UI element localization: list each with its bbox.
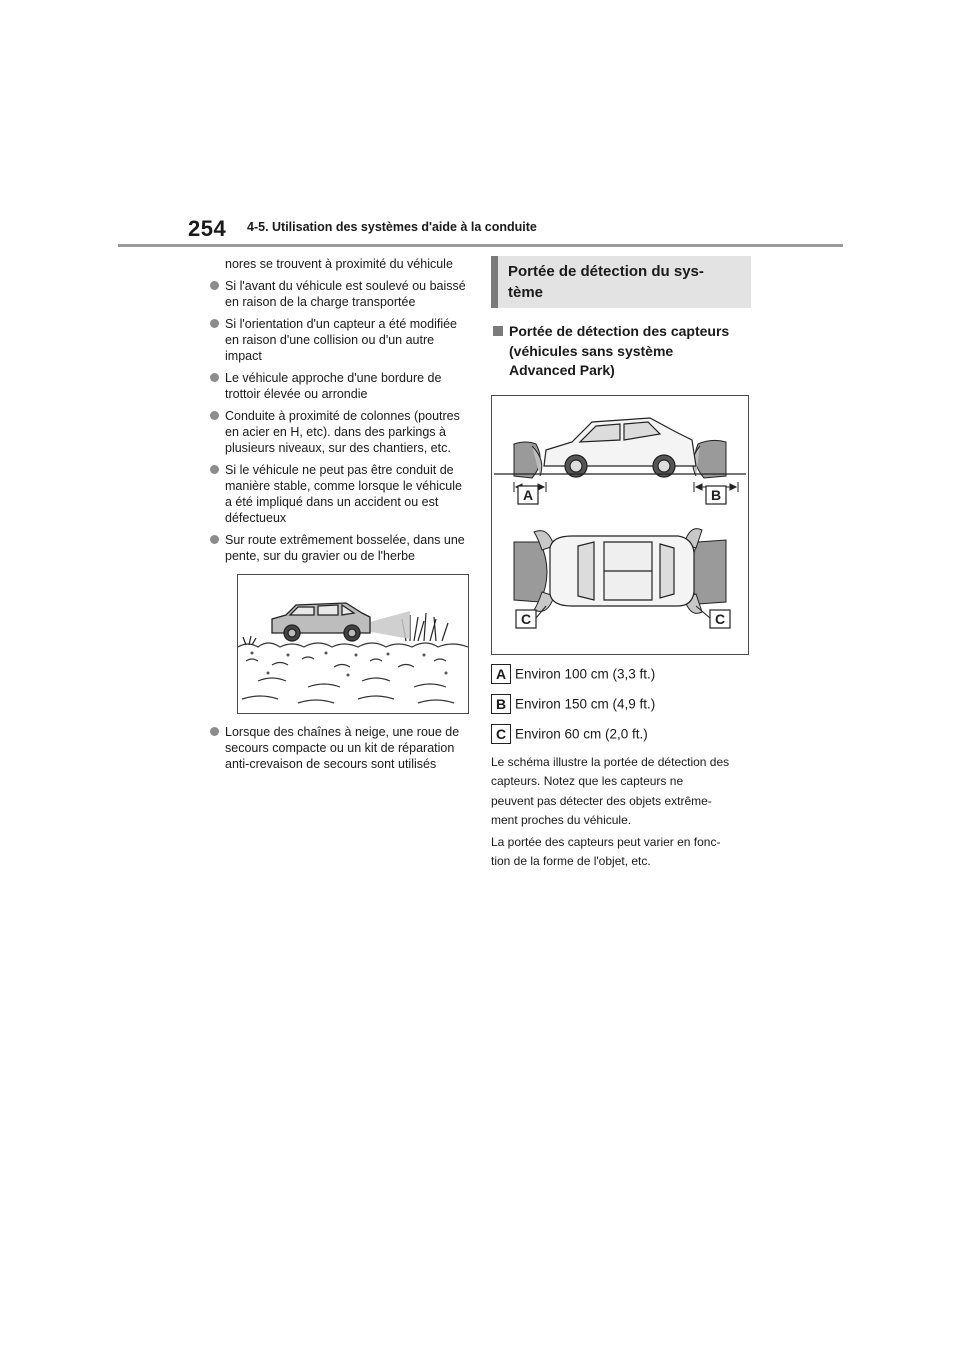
bullet-text: Si l'orientation d'un capteur a été modifiée en raison d'une collision ou d'un autre impact [225, 317, 458, 363]
bullet-dot-icon [210, 411, 219, 420]
note-paragraph-1 [491, 753, 753, 831]
note-line: Le schéma illustre la portée de détection des [491, 754, 730, 769]
legend-item-a [491, 663, 753, 685]
label-c-right-badge [710, 610, 730, 628]
bullet-text: Si le véhicule ne peut pas être conduit de manière stable, comme lorsque le véhicule a été impliqué dans un accident ou est défectueux [225, 463, 462, 525]
note-line: capteurs. Notez que les capteurs ne [491, 774, 684, 788]
vehicle-top-view-icon [550, 536, 694, 606]
bullet-text: Si l'avant du véhicule est soulevé ou baissé en raison de la charge transportée [225, 279, 466, 309]
suv-on-rough-road-icon [238, 575, 468, 713]
legend-item-c [491, 723, 753, 745]
bullet-item [207, 370, 469, 402]
label-a-badge [518, 486, 538, 504]
legend-text-c: Environ 60 cm (2,0 ft.) [515, 725, 648, 741]
note-line: tion de la forme de l'objet, etc. [491, 854, 651, 868]
note-line: La portée des capteurs peut varier en fonc- [491, 834, 721, 849]
bullet-dot-icon [210, 727, 219, 736]
sensor-range-diagram [491, 395, 749, 655]
label-c-left-badge [516, 610, 536, 628]
bullet-item [207, 316, 469, 364]
label-c-right: C [714, 610, 726, 627]
bullet-item [207, 724, 469, 772]
section-header [491, 256, 751, 308]
section-title-line-2: tème [508, 284, 544, 301]
header-rule [118, 244, 843, 247]
bullet-text: Sur route extrêmement bosselée, dans une pente, sur du gravier ou de l'herbe [225, 533, 465, 563]
section-title-line-1: Portée de détection du sys- [508, 263, 704, 280]
bullet-dot-icon [210, 535, 219, 544]
bullet-text: Conduite à proximité de colonnes (poutres en acier en H, etc). dans des parkings à plusieurs niveaux, sur des chantiers, etc. [225, 409, 460, 455]
square-bullet-icon [493, 326, 503, 336]
rough-road-illustration [237, 574, 469, 714]
bullet-item [207, 278, 469, 310]
bullet-dot-icon [210, 373, 219, 382]
bullet-item [207, 532, 469, 564]
label-b-badge [706, 486, 726, 504]
note-line: peuvent pas détecter des objets extrême- [491, 793, 712, 808]
vehicle-side-view-icon [544, 418, 696, 477]
bullet-item [207, 462, 469, 526]
note-paragraph-2 [491, 833, 753, 872]
label-c-left: C [520, 610, 532, 627]
legend-badge-b: B [491, 694, 511, 714]
bullet-dot-icon [210, 281, 219, 290]
right-column [491, 256, 753, 872]
bullet-dot-icon [210, 319, 219, 328]
bullet-text: Lorsque des chaînes à neige, une roue de secours compacte ou un kit de réparation anti-crevaison de secours sont utilisés [225, 725, 460, 771]
label-b: B [710, 486, 722, 503]
bullet-item [207, 408, 469, 456]
left-column [207, 256, 469, 778]
running-head: 4-5. Utilisation des systèmes d'aide à la conduite [247, 220, 537, 234]
sensor-range-diagram-svg [492, 396, 748, 654]
legend-badge-a: A [491, 664, 511, 684]
continued-bullet-text: nores se trouvent à proximité du véhicule [225, 257, 453, 271]
legend-text-b: Environ 150 cm (4,9 ft.) [515, 695, 656, 711]
legend-item-b [491, 693, 753, 715]
bullet-text: Le véhicule approche d'une bordure de trottoir élevée ou arrondie [225, 371, 442, 401]
bullet-dot-icon [210, 465, 219, 474]
label-a: A [522, 486, 534, 503]
subheading-line-2: (véhicules sans système [509, 342, 674, 359]
legend-text-a: Environ 100 cm (3,3 ft.) [515, 665, 656, 681]
page-number: 254 [188, 216, 227, 241]
note-line: ment proches du véhicule. [491, 813, 632, 827]
subheading-line-3: Advanced Park) [509, 362, 615, 378]
legend-badge-c: C [491, 724, 511, 744]
subheading-line-1: Portée de détection des capteurs [509, 323, 730, 339]
sensor-range-subheading [491, 322, 753, 381]
